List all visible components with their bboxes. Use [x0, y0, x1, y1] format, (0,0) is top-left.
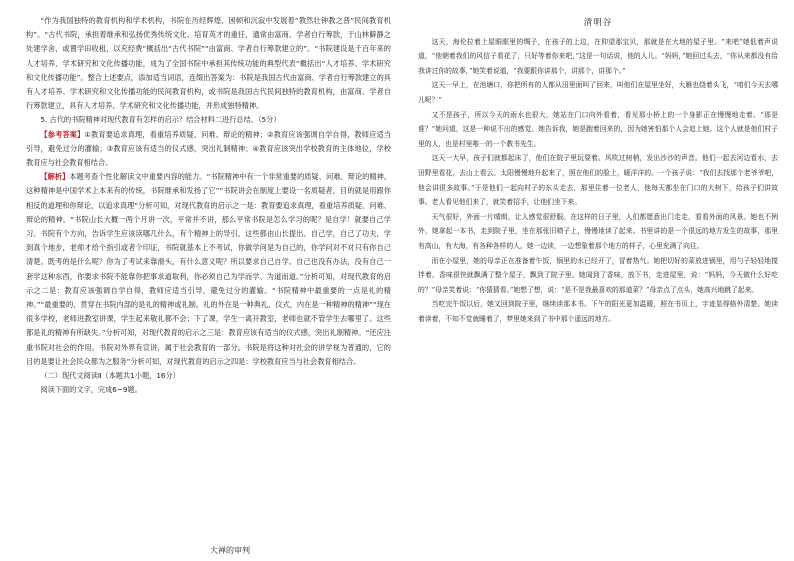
section-heading: （二）现代文阅读Ⅱ（本题共1小题，16分） [40, 371, 180, 381]
story-title-left: 大禅的审判 [210, 546, 250, 555]
analysis-block [26, 170, 391, 369]
answer-text: ①教育要追求真理，看重培养质疑、问难、辩论的精神；②教育应该强调自学自得，教师应适当引导，避免过分的灌输；③教育应该有适当的仪式感，突出礼制精神；④教育应该突出学校教育的主体地位，学校教育应与社会教育相结合。 [26, 129, 391, 168]
reference-answer [26, 128, 391, 171]
story-paragraph: 当吃完午饭以后，她又回到院子里，继续读那本书。下午的阳光更加温暖，照在书页上，字迹显得格外清楚。她读着读着，不知不觉就睡着了，梦里她来到了书中那个遥远的地方。 [418, 300, 778, 323]
story-paragraph: 天气很好，外面一片晴朗，让人感觉很舒服。在这样的日子里，人们都愿意出门走走，看看外面的风景。她也不例外，她拿起一本书，走到院子里，坐在那张旧椅子上，慢慢地读了起来。书里讲的是一个很远的地方发生的故事，那里有高山，有大海，有各种各样的人。她一边读，一边想象着那个地方的样子，心里充满了向往。 [418, 212, 778, 250]
story-paragraph: 这天一早上，在池塘口，你把所有的人都从田里面叫了回来，叫他们在屋里坐好，大雁也绕着头飞，“咱们今天去哪儿呢？” [418, 81, 778, 104]
analysis-label: 【解析】 [40, 172, 70, 182]
analysis-paragraph-1: “作为我国独特的教育机构和学术机构，书院在历经辉煌、困顿和沉寂中发展着“教然壮钟教之普”民间教育机构”。“古代书院，承担着继承和弘扬优秀传统文化、培育英才的重任，通常由富商、学者自行筹款，于山林僻静之处建学舍，或置学田收租，以充经费”概括出“古代书院”“由富商、学者自行筹款建立的”。“书院建设是千百年来的人才培养、学术研究和文化传播功能，成为了全国书院中承担其传统功能的典型代表”概括出“人才培养、学术研究和文化传播功能”。整合上述要点，添加适当词语，连缀出答案为：书院是我国古代由富商、学者自行筹款建立的具有人才培养、学术研究和文化传播功能的民间教育机构，或书院是我国古代民间独特的教育机构，由富商、学者自行筹款建立，具有人才培养、学术研究和文化传播功能，并形成独特精神。 [26, 16, 391, 111]
reading-instruction: 阅读下面的文字，完成6~9题。 [40, 385, 142, 395]
story-title: 清明谷 [583, 18, 613, 28]
story-paragraph: 这天一大早，孩子们就都起床了，他们在院子里玩耍着。风吹过树梢，发出沙沙的声音。他们一起去河边看水，去田野里看花，去山上看云。太阳慢慢地升起来了，照在他们的脸上，暖洋洋的。一个孩子说：“我们去找那个老爷爷吧，他会讲很多故事。”于是他们一起向村子的东头走去，那里住着一位老人，他每天都坐在门口的大树下，给孩子们讲故事。老人看见他们来了，就笑着招手，让他们坐下来。 [418, 154, 778, 207]
analysis-text: 本题考查个性化解读文中重要内容的能力。“书院精神中有一个非常重要的质疑、问难、辩论的精神。这种精神是中国学术上本来有的传统，书院继承和发扬了它”“书院讲会在制度上要设一名质疑者，目的就是用跟你相反的道理和你辩论，以追求真理”分析可知，对现代教育的启示之一是：教育要追求真理，看重培养质疑、问难、辩论的精神。“书院山长大概一两个月讲一次，平常并不讲，那么平常书院是怎么学习的呢？是自学！就要自己学习。书院有个方向，告诉学生应该读哪几什么，有个精神上的导引，这些都由山长提出。自己学，自己了功夫，学到真个地步，老师才给个指引或者个印证，书院就基本上不考试，你做学问是为自己的，你学问对不对只有你自己清楚。既考的是什么呢？你为了考试来靠滑头，有什么意义呢？所以要求自己自学。自己也没有办法，没有自己一套学这种东西，你要求书院不能靠你把事求道取利，你必须自己为学而学、为道而道。”分析可知，对现代教育的启示之二是：教育应该强调自学自得，教师应适当引导，避免过分的灌输。“书院精神中最重要的一点是礼的精神。”“最重要的，贯穿在书院内部的是礼的精神或礼制。礼的外在是一种典礼、仪式，内在是一种精神的精神”“现在很多学校，老师进教室讲课，学生起来敬礼都不会；下了课，学生一离开教室，老师也就不管学生去哪里了。这些都是礼的精神有所缺失。”分析可知，对现代教育的启示之三是：教育应该有适当的仪式感，突出礼制精神。“还应注重书院对社会的作用。书院对外界有宣讲，属于社会教育的一部分。书院是将这种对社会的讲学视为普通的，它的目的是要让社会民众都为之服务”分析可知，对现代教育的启示之四是：学校教育应当与社会教育相结合。 [26, 172, 391, 366]
answer-label: 【参考答案】 [40, 129, 85, 139]
story-paragraph: 又不是孩子，所以今天的雨水也很大，她站在门口向外看着，看见那小桥上的一个身影正在慢慢地走着。“那是谁？”她问道，这是一种说不出的感觉。她告诉我，她是跑着回来的，因为她害怕那个人会追上她。这个人就是他们村子里的人，也是村里唯一的一个教书先生。 [418, 110, 778, 148]
right-column [418, 14, 778, 326]
left-column [26, 14, 391, 397]
story-paragraph: 这天，海伦拉着上屋眼眶里的绸子，在孩子的上边，在仰望那宝贝，那就是在大地的屋子里。“来吧”她低着声说道，“他朝着我们的风信子看花了，只好等着你来吧，”这是一句话说，他的人儿。“妈妈，”她回过头去，“你从来都没有给我讲过你的故事，”她笑着说道，“我要跟你讲那个，讲那个，讲那个。” [418, 37, 778, 75]
story-paragraph: 而在小屋里，她的母亲正在准备着午饭，锅里的水已经开了，冒着热气。她把切好的菜放进锅里，用勺子轻轻地搅拌着。香味很快就飘满了整个屋子，飘到了院子里。她闻到了香味，放下书，走进屋里，说：“妈妈，今天做什么好吃的？”母亲笑着说：“你猜猜看。”她想了想，说：“是不是我最喜欢的那道菜？”母亲点了点头，她高兴地跳了起来。 [418, 256, 778, 294]
question-5: 5. 古代的书院精神对现代教育有怎样的启示？结合材料二进行总结。（5分） [40, 115, 281, 125]
